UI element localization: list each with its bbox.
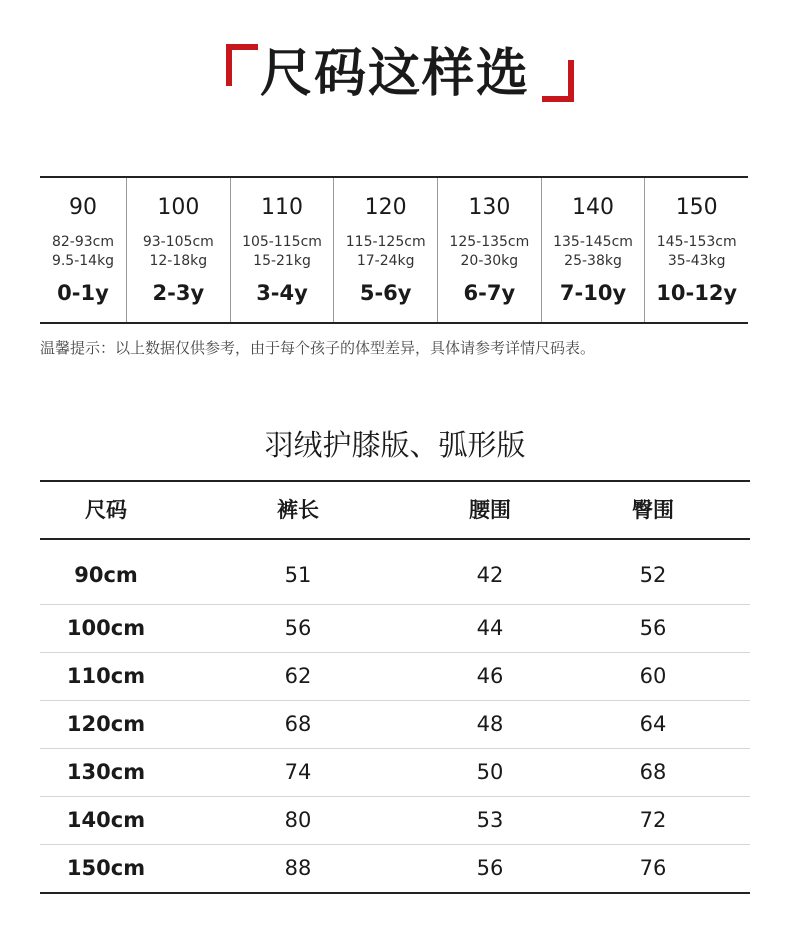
weight-range: 12-18kg xyxy=(149,253,208,269)
cell-hip: 56 xyxy=(639,616,667,640)
cell-waist: 50 xyxy=(476,760,504,784)
right-corner-bracket xyxy=(542,60,574,102)
cell-waist: 42 xyxy=(476,563,504,587)
table-row xyxy=(40,540,750,605)
height-range: 93-105cm xyxy=(142,234,214,250)
cell-waist: 48 xyxy=(476,712,504,736)
cell-size: 110cm xyxy=(66,664,146,688)
cell-hip: 52 xyxy=(639,563,667,587)
height-range: 145-153cm xyxy=(656,234,737,250)
weight-range: 25-38kg xyxy=(564,253,622,269)
table-row xyxy=(40,653,750,701)
cell-hip: 76 xyxy=(639,856,667,880)
cell-size: 100cm xyxy=(66,616,146,640)
size-column xyxy=(542,178,646,322)
cell-size: 120cm xyxy=(66,712,146,736)
column-header-length: 裤长 xyxy=(277,498,319,522)
weight-range: 15-21kg xyxy=(253,253,311,269)
weight-range: 17-24kg xyxy=(356,253,415,269)
table-header xyxy=(40,482,750,540)
page-title: 尺码这样选 xyxy=(259,44,530,104)
size-label: 110 xyxy=(261,195,303,220)
size-label: 150 xyxy=(675,195,718,220)
size-column xyxy=(334,178,438,322)
table-row xyxy=(40,797,750,845)
cell-waist: 46 xyxy=(476,664,504,688)
size-label: 120 xyxy=(364,195,407,220)
size-label: 130 xyxy=(468,195,511,220)
age-range: 6-7y xyxy=(463,281,516,305)
cell-length: 51 xyxy=(284,563,312,587)
age-range: 10-12y xyxy=(656,281,738,305)
column-header-hip: 臀围 xyxy=(632,498,674,522)
cell-hip: 72 xyxy=(639,808,667,832)
age-range: 5-6y xyxy=(359,281,412,305)
column-header-waist: 腰围 xyxy=(469,498,511,522)
cell-length: 68 xyxy=(284,712,312,736)
table-row xyxy=(40,749,750,797)
cell-length: 80 xyxy=(284,808,312,832)
cell-waist: 44 xyxy=(476,616,504,640)
cell-length: 88 xyxy=(284,856,312,880)
age-range: 7-10y xyxy=(559,281,627,305)
table-body xyxy=(40,540,750,892)
size-column xyxy=(438,178,542,322)
height-range: 82-93cm xyxy=(51,234,114,250)
size-column xyxy=(127,178,231,322)
table-row xyxy=(40,701,750,749)
cell-length: 56 xyxy=(284,616,312,640)
cell-hip: 64 xyxy=(639,712,667,736)
cell-size: 130cm xyxy=(66,760,146,784)
size-column xyxy=(231,178,335,322)
cell-hip: 68 xyxy=(639,760,667,784)
size-label: 90 xyxy=(69,195,97,220)
cell-length: 74 xyxy=(284,760,312,784)
height-range: 125-135cm xyxy=(449,234,530,250)
table-row xyxy=(40,605,750,653)
cell-waist: 53 xyxy=(476,808,504,832)
height-range: 115-125cm xyxy=(345,234,426,250)
height-range: 105-115cm xyxy=(242,234,322,250)
size-column xyxy=(645,178,748,322)
weight-range: 20-30kg xyxy=(460,253,519,269)
sizing-note: 温馨提示：以上数据仅供参考，由于每个孩子的体型差异，具体请参考详情尺码表。 xyxy=(40,339,596,357)
size-column xyxy=(40,178,127,322)
weight-range: 35-43kg xyxy=(667,253,726,269)
cell-waist: 56 xyxy=(476,856,504,880)
section-title: 羽绒护膝版、弧形版 xyxy=(264,428,526,462)
column-header-size: 尺码 xyxy=(85,498,127,522)
age-range: 0-1y xyxy=(57,281,109,305)
size-label: 100 xyxy=(157,195,200,220)
size-guide-grid xyxy=(40,176,748,324)
height-range: 135-145cm xyxy=(553,234,633,250)
age-range: 3-4y xyxy=(256,281,308,305)
weight-range: 9.5-14kg xyxy=(51,253,115,269)
table-row xyxy=(40,845,750,892)
cell-size: 90cm xyxy=(74,563,138,587)
age-range: 2-3y xyxy=(152,281,205,305)
cell-size: 150cm xyxy=(66,856,146,880)
measurement-table xyxy=(40,480,750,894)
size-label: 140 xyxy=(572,195,615,220)
cell-length: 62 xyxy=(284,664,312,688)
cell-size: 140cm xyxy=(66,808,146,832)
cell-hip: 60 xyxy=(639,664,667,688)
